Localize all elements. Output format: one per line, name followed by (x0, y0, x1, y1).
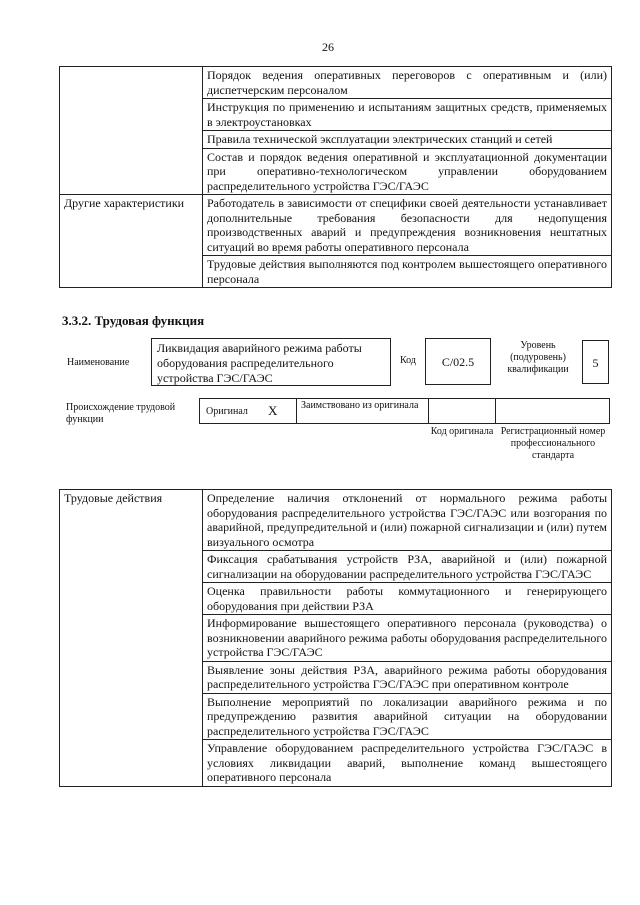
origin-label: Происхождение трудовой функции (66, 402, 176, 425)
section-title: 3.3.2. Трудовая функция (62, 313, 205, 328)
list-item: Работодатель в зависимости от специфики своей деятельности устанавливает дополнительные требования безопасности для недопущения производственных аварий и предупреждения возникновения нештатных ситуаций во время работы оперативного персонала (203, 195, 612, 256)
function-code: C/02.5 (425, 338, 491, 385)
list-item: Управление оборудованием распределительного устройства ГЭС/ГАЭС в условиях ликвидации аварий, выполнение команд вышестоящего оперативного персонала (203, 740, 612, 787)
original-box (199, 398, 297, 424)
list-item: Порядок ведения оперативных переговоров с оперативным и (или) диспетчерским персоналом (203, 67, 612, 99)
code-original-label: Код оригинала (430, 426, 494, 437)
requirements-table (59, 66, 612, 288)
row-label-other: Другие характеристики (60, 195, 203, 288)
list-item: Фиксация срабатывания устройств РЗА, аварийной и (или) пожарной сигнализации на оборудовании распределительного устройства ГЭС/ГАЭС (203, 551, 612, 583)
original-label: Оригинал (206, 406, 248, 417)
list-item: Информирование вышестоящего оперативного персонала (руководства) о возникновении аварийного режима работы оборудования распределительного устройства ГЭС/ГАЭС (203, 615, 612, 662)
borrowed-box: Заимствовано из оригинала (296, 398, 429, 424)
original-mark: X (268, 403, 278, 418)
reg-number-box (495, 398, 610, 424)
table-row (60, 195, 612, 256)
reg-number-label: Регистрационный номер профессионального стандарта (500, 426, 606, 461)
name-label: Наименование (67, 357, 130, 368)
code-original-box (428, 398, 496, 424)
list-item: Определение наличия отклонений от нормального режима работы оборудования распределительного устройства ГЭС/ГАЭС или возгорания по аварийной, предупредительной и (или) пожарной сигнализации и (или) путем визуального осмотра (203, 490, 612, 551)
page-number: 26 (322, 40, 334, 54)
list-item: Оценка правильности работы коммутационного и генерирующего оборудования при действии РЗА (203, 583, 612, 615)
level-label: Уровень (подуровень) квалификации (507, 340, 569, 375)
list-item: Инструкция по применению и испытаниям защитных средств, применяемых в электроустановках (203, 99, 612, 131)
qualification-level: 5 (582, 340, 609, 384)
list-item: Трудовые действия выполняются под контролем вышестоящего оперативного персонала (203, 256, 612, 288)
list-item: Выполнение мероприятий по локализации аварийного режима и по предупреждению развития аварийной ситуации на оборудовании распределительного устройства ГЭС/ГАЭС (203, 693, 612, 740)
table-row (60, 490, 612, 551)
list-item: Состав и порядок ведения оперативной и эксплуатационной документации при оперативно-технологическом управлении оборудованием распределительного устройства ГЭС/ГАЭС (203, 148, 612, 195)
table-row (60, 67, 612, 99)
row-label-actions: Трудовые действия (60, 490, 203, 787)
function-name: Ликвидация аварийного режима работы оборудования распределительного устройства ГЭС/ГАЭС (151, 338, 391, 386)
list-item: Выявление зоны действия РЗА, аварийного режима работы оборудования распределительного устройства ГЭС/ГАЭС при оперативном контроле (203, 661, 612, 693)
labor-actions-table (59, 489, 612, 787)
row-label (60, 67, 203, 195)
list-item: Правила технической эксплуатации электрических станций и сетей (203, 131, 612, 149)
code-label: Код (400, 355, 416, 366)
